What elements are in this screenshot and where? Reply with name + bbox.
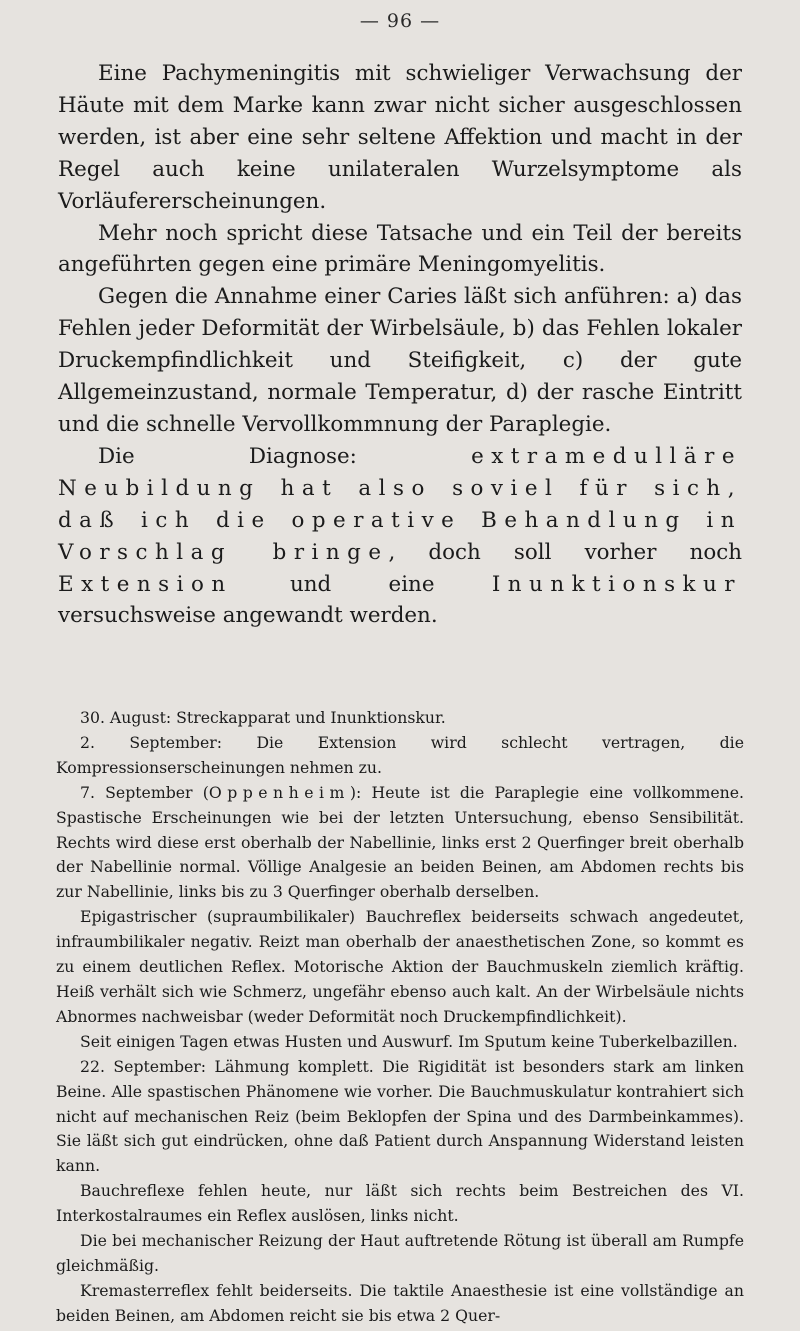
text-run: Die Diagnose: [98,443,472,469]
spaced-emphasis: extramedulläre Neubildung hat also soviel für sich, daß ich die operative Behandlung in Vorschlag bringe [58,443,742,565]
note-paragraph [56,1030,744,1055]
text-run: Bauchreflexe fehlen heute, nur läßt sich rechts beim Bestreichen des VI. Interkostalraumes ein Reflex auslösen, links nicht. [56,1181,744,1226]
note-paragraph [56,1279,744,1329]
paragraph [58,58,742,218]
case-notes [56,706,744,1329]
text-run: 2. September: Die Extension wird schlecht vertragen, die Kompressionserscheinungen nehmen zu. [56,732,744,777]
text-run: 30. August: Streckapparat und Inunktionskur. [80,708,446,727]
text-run: und eine [232,571,492,597]
paragraph [58,281,742,441]
spaced-emphasis: Extension [58,571,233,597]
note-paragraph [56,1179,744,1229]
spaced-emphasis: Inunktionskur [491,571,742,597]
text-run: , doch soll vorher noch [388,539,742,565]
spaced-emphasis: Oppenheim [208,782,350,802]
text-run: Die bei mechanischer Reizung der Haut auftretende Rötung ist überall am Rumpfe gleichmäßig. [56,1231,744,1275]
note-paragraph [56,1229,744,1279]
note-paragraph [56,706,744,731]
text-run: Gegen die Annahme einer Caries läßt sich anführen: a) das Fehlen jeder Deformität der Wirbelsäule, b) das Fehlen lokaler Druckempfindlichkeit und Steifigkeit, c) der gute Allgemeinzustand, normale Temperatur, d) der rasche Eintritt und die schnelle Vervollkommnung der Paraplegie. [58,284,742,437]
text-run: 7. September ( [80,782,209,802]
text-run: Epigastrischer (supraumbilikaler) Bauchreflex beiderseits schwach angedeutet, infraumbilikaler negativ. Reizt man oberhalb der anaesthetischen Zone, so kommt es zu einem deutlichen Reflex. Motorische Aktion der Bauchmuskeln ziemlich kräftig. Heiß verhält sich wie Schmerz, ungefähr ebenso auch kalt. An der Wirbelsäule nichts Abnormes nachweisbar (weder Deformität noch Druckempfindlichkeit). [56,907,744,1026]
diagnosis-paragraph [58,441,742,632]
text-run: ): Heute ist die Paraplegie eine vollkommene. Spastische Erscheinungen wie bei der letzten Untersuchung, ebenso Sensibilität. Rechts wird diese erst oberhalb der Nabellinie, links erst 2 Querfinger breit oberhalb der Nabellinie normal. Völlige Analgesie an beiden Beinen, am Abdomen rechts bis zur Nabellinie, links bis zu 3 Querfinger oberhalb derselben. [56,782,744,902]
text-run: Kremasterreflex fehlt beiderseits. Die taktile Anaesthesie ist eine vollständige an beiden Beinen, am Abdomen reicht sie bis etwa 2 Quer- [56,1280,744,1325]
text-run: Eine Pachymeningitis mit schwieliger Verwachsung der Häute mit dem Marke kann zwar nicht sicher ausgeschlossen werden, ist aber eine sehr seltene Affektion und macht in der Regel auch keine unilateralen Wurzelsymptome als Vorläufererscheinungen. [58,61,742,214]
main-text [58,58,742,632]
note-paragraph [56,1055,744,1180]
paragraph [58,218,742,282]
text-run: versuchsweise angewandt werden. [58,603,438,629]
text-run: Seit einigen Tagen etwas Husten und Auswurf. Im Sputum keine Tuberkelbazillen. [80,1031,738,1051]
page-number: — 96 — [359,10,441,32]
note-paragraph [56,905,744,1030]
text-run: 22. September: Lähmung komplett. Die Rigidität ist besonders stark am linken Beine. Alle spastischen Phänomene wie vorher. Die Bauchmuskulatur kontrahiert sich nicht auf mechanischen Reiz (beim Beklopfen der Spina und des Darmbeinkammes). Sie läßt sich gut eindrücken, ohne daß Patient durch Anspannung Widerstand leisten kann. [56,1056,744,1176]
text-run: Mehr noch spricht diese Tatsache und ein Teil der bereits angeführten gegen eine primäre Meningomyelitis. [58,220,742,278]
note-paragraph [56,781,744,906]
note-paragraph [56,731,744,781]
